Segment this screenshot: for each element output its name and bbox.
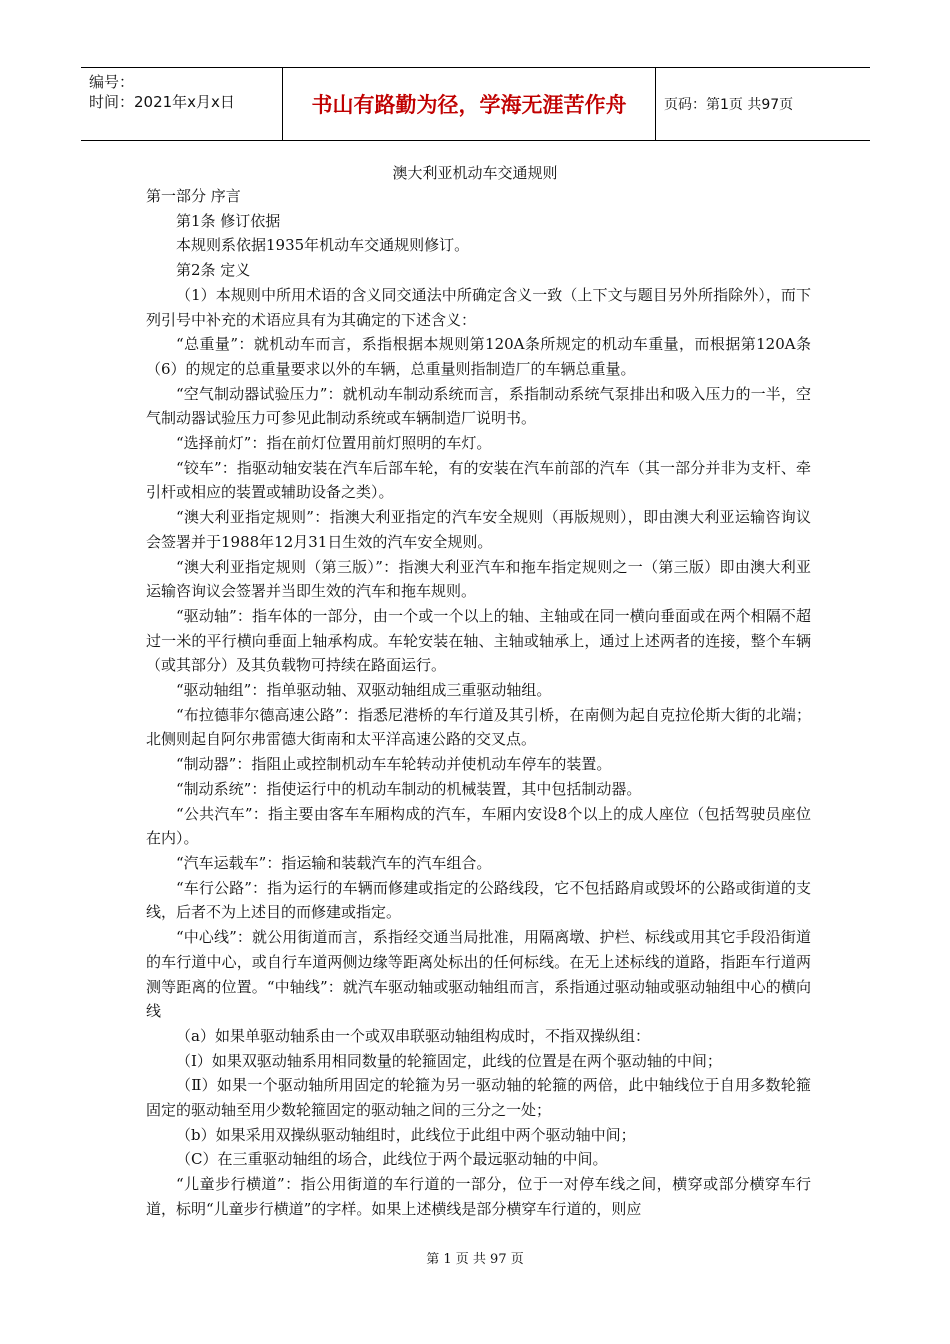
list-item: （b）如果采用双操纵驱动轴组时，此线位于此组中两个驱动轴中间； — [176, 1125, 636, 1144]
header-motto: 书山有路勤为径，学海无涯苦作舟 — [283, 68, 656, 140]
definition-paragraph: “总重量”：就机动车而言，系指根据本规则第120A条所规定的机动车重量，而根据第120A条（6）的规定的总重量要求以外的车辆，总重量则指制造厂的车辆总重量。 — [146, 335, 811, 378]
list-item: （Ⅱ）如果一个驱动轴所用固定的轮箍为另一驱动轴的轮箍的两倍，此中轴线位于自用多数轮箍固定的驱动轴至用少数轮箍固定的驱动轴之间的三分之一处； — [146, 1076, 811, 1120]
definition-paragraph: “铰车”：指驱动轴安装在汽车后部车轮，有的安装在汽车前部的汽车（其一部分并非为支杆、牵引杆或相应的装置或辅助设备之类）。 — [146, 458, 811, 502]
definition-paragraph: “布拉德菲尔德高速公路”：指悉尼港桥的车行道及其引桥，在南侧为起自克拉伦斯大街的北端；北侧则起自阿尔弗雷德大街南和太平洋高速公路的交叉点。 — [146, 705, 811, 749]
list-item: （a）如果单驱动轴系由一个或双串联驱动轴组构成时，不指双操纵组： — [176, 1026, 650, 1045]
definition-paragraph: “儿童步行横道”：指公用街道的车行道的一部分，位于一对停车线之间，横穿或部分横穿车行道，标明“儿童步行横道”的字样。如果上述横线是部分横穿车行道的，则应 — [146, 1175, 811, 1218]
time-label: 时间：2021年x月x日 — [89, 93, 235, 111]
page-header — [81, 67, 870, 141]
document-body — [146, 184, 811, 1222]
part-heading: 第一部分 序言 — [146, 187, 241, 205]
definition-paragraph: “驱动轴组”：指单驱动轴、双驱动轴组成三重驱动轴组。 — [176, 681, 552, 700]
definition-paragraph: “选择前灯”：指在前灯位置用前灯照明的车灯。 — [176, 434, 492, 453]
header-meta — [81, 68, 283, 140]
article-heading: 第1条 修订依据 — [176, 211, 281, 230]
document-title: 澳大利亚机动车交通规则 — [392, 164, 558, 182]
definition-paragraph: “制动器”：指阻止或控制机动车车轮转动并使机动车停车的装置。 — [176, 755, 612, 774]
header-page-info: 页码：第1页 共97页 — [664, 97, 794, 113]
list-item: （Ⅰ）如果双驱动轴系用相同数量的轮箍固定，此线的位置是在两个驱动轴的中间； — [176, 1051, 722, 1070]
definition-paragraph: “空气制动器试验压力”：就机动车制动系统而言，系指制动系统气泵排出和吸入压力的一半，空气制动器试验压力可参见此制动系统或车辆制造厂说明书。 — [146, 384, 811, 428]
definition-paragraph: “澳大利亚指定规则”：指澳大利亚指定的汽车安全规则（再版规则），即由澳大利亚运输咨询议会签署并于1988年12月31日生效的汽车安全规则。 — [146, 508, 811, 551]
definition-paragraph: “澳大利亚指定规则（第三版）”：指澳大利亚汽车和拖车指定规则之一（第三版）即由澳大利亚运输咨询议会签署并当即生效的汽车和拖车规则。 — [146, 557, 811, 601]
paragraph: 本规则系依据1935年机动车交通规则修订。 — [176, 236, 470, 255]
definition-paragraph: “公共汽车”：指主要由客车车厢构成的汽车，车厢内安设8个以上的成人座位（包括驾驶员座位在内）。 — [146, 804, 811, 848]
definition-paragraph: “中心线”：就公用街道而言，系指经交通当局批准，用隔离墩、护栏、标线或用其它手段沿街道的车行道中心，或自行车道两侧边缘等距离处标出的任何标线。在无上述标线的道路，指距车行道两测等距离的位置。“中轴线”：就汽车驱动轴或驱动轴组而言，系指通过驱动轴或驱动轴组中心的横向线 — [146, 928, 811, 1021]
definition-paragraph: “制动系统”：指使运行中的机动车制动的机械装置，其中包括制动器。 — [176, 779, 642, 798]
definition-paragraph: “汽车运载车”：指运输和装载汽车的汽车组合。 — [176, 853, 492, 872]
list-item: （C）在三重驱动轴组的场合，此线位于两个最远驱动轴的中间。 — [176, 1150, 608, 1169]
number-label: 编号： — [89, 73, 135, 91]
definition-paragraph: “车行公路”：指为运行的车辆而修建或指定的公路线段，它不包括路肩或毁坏的公路或街道的支线，后者不为上述目的而修建或指定。 — [146, 878, 811, 922]
paragraph: （1）本规则中所用术语的含义同交通法中所确定含义一致（上下文与题目另外所指除外），而下列引号中补充的术语应具有为其确定的下述含义： — [146, 285, 811, 329]
definition-paragraph: “驱动轴”：指车体的一部分，由一个或一个以上的轴、主轴或在同一横向垂面或在两个相隔不超过一米的平行横向垂面上轴承构成。车轮安装在轴、主轴或轴承上，通过上述两者的连接，整个车辆（或其部分）及其负载物可持续在路面运行。 — [146, 606, 811, 675]
page-footer: 第 1 页 共 97 页 — [426, 1252, 524, 1267]
article-heading: 第2条 定义 — [176, 261, 251, 280]
